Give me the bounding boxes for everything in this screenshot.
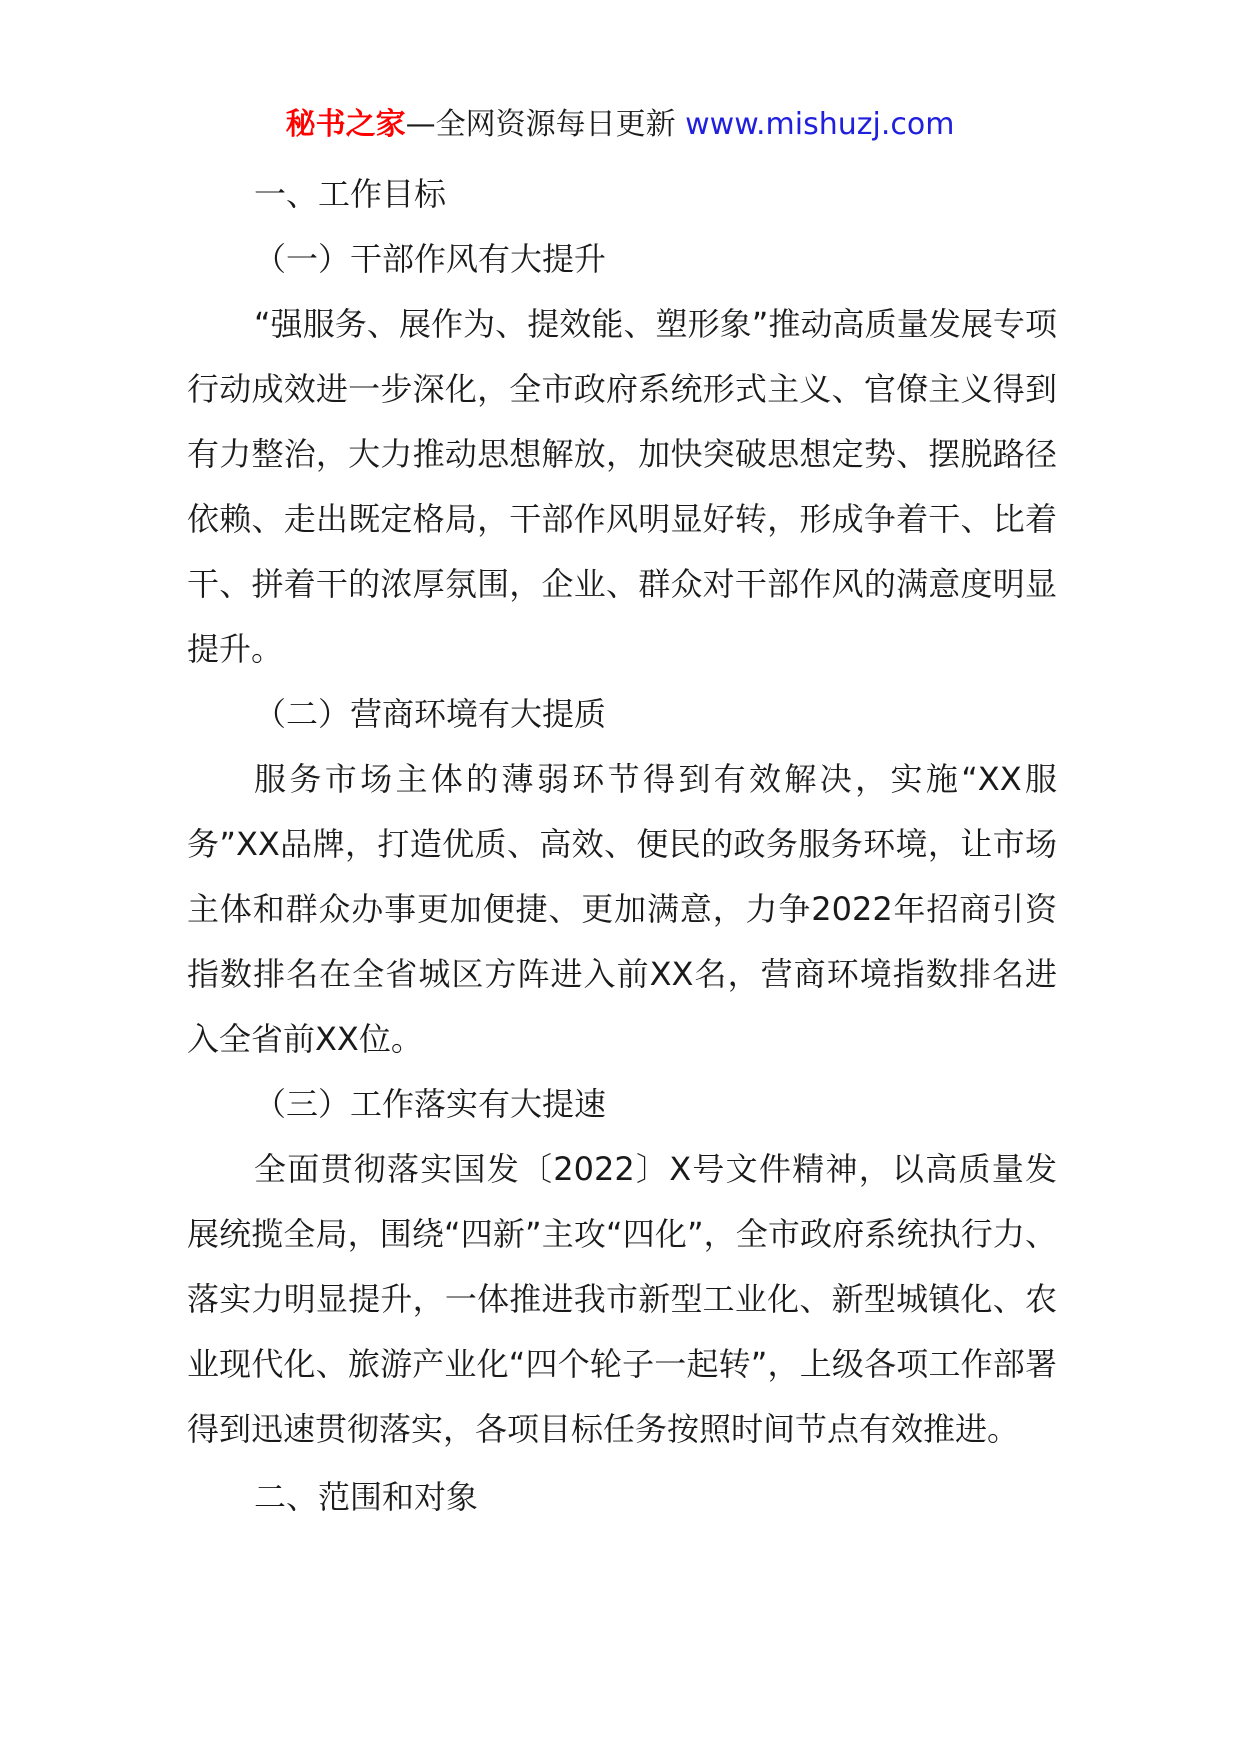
document-body	[187, 162, 1057, 1530]
paragraph-style: “强服务、展作为、提效能、塑形象”推动高质量发展专项行动成效进一步深化，全市政府系统形式主义、官僚主义得到有力整治，大力推动思想解放，加快突破思想定势、摆脱路径依赖、走出既定格局，干部作风明显好转，形成争着干、比着干、拼着干的浓厚氛围，企业、群众对干部作风的满意度明显提升。	[187, 305, 1057, 668]
subsection-heading-style: （一）干部作风有大提升	[254, 240, 607, 278]
section-heading-scope: 二、范围和对象	[254, 1478, 479, 1516]
page-header	[0, 98, 1240, 152]
header-url-link[interactable]: www.mishuzj.com	[685, 107, 955, 142]
header-slogan: —全网资源每日更新	[405, 107, 676, 142]
paragraph-implementation: 全面贯彻落实国发〔2022〕X号文件精神，以高质量发展统揽全局，围绕“四新”主攻“四化”，全市政府系统执行力、落实力明显提升，一体推进我市新型工业化、新型城镇化、农业现代化、旅游产业化“四个轮子一起转”，上级各项工作部署得到迅速贯彻落实，各项目标任务按照时间节点有效推进。	[187, 1150, 1057, 1448]
subsection-heading-implementation: （三）工作落实有大提速	[254, 1085, 607, 1123]
brand-name: 秘书之家	[285, 107, 406, 142]
subsection-heading-business: （二）营商环境有大提质	[254, 695, 607, 733]
section-heading-goals: 一、工作目标	[254, 175, 447, 213]
paragraph-business: 服务市场主体的薄弱环节得到有效解决，实施“XX服务”XX品牌，打造优质、高效、便民的政务服务环境，让市场主体和群众办事更加便捷、更加满意，力争2022年招商引资指数排名在全省城区方阵进入前XX名，营商环境指数排名进入全省前XX位。	[187, 760, 1057, 1058]
